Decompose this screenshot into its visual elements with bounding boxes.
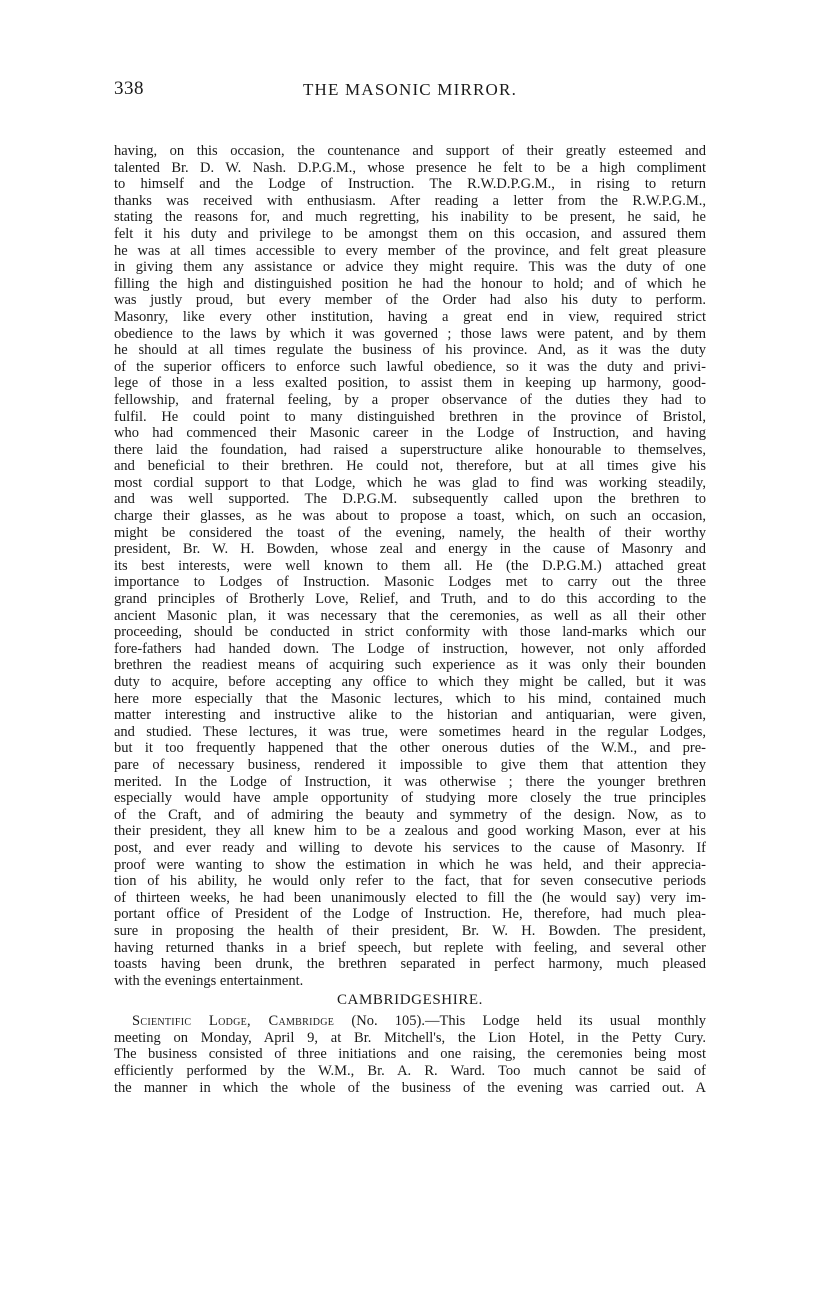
text-line: he should at all times regulate the business of his province. And, as it was the duty — [114, 342, 706, 359]
text-line: meeting on Monday, April 9, at Br. Mitchell's, the Lion Hotel, in the Petty Cury. — [114, 1029, 706, 1046]
text-line: duty to acquire, before accepting any office to which they might be called, but it was — [114, 674, 706, 690]
text-line: in giving them any assistance or advice they might require. This was the duty of one — [114, 259, 706, 276]
text-line: fulfil. He could point to many distinguished brethren in the province of Bristol, — [114, 408, 706, 425]
text-fragment: (No. 105).—This Lodge held its usual monthly — [351, 1013, 706, 1030]
text-line: post, and ever ready and willing to devote his services to the cause of Masonry. If — [114, 839, 706, 856]
text-line: most cordial support to that Lodge, which he was glad to find was working steadily, — [114, 474, 706, 491]
text-line: might be considered the toast of the evening, namely, the health of their worthy — [114, 524, 706, 541]
text-line: proof were wanting to show the estimation in which he was held, and their apprecia- — [114, 856, 706, 873]
running-title: THE MASONIC MIRROR. — [302, 80, 518, 99]
text-line: its best interests, were well known to them all. He (the D.P.G.M.) attached great — [114, 557, 706, 574]
text-line: fellowship, and fraternal feeling, by a proper observance of the duties they had to — [114, 391, 706, 408]
text-line: The business consisted of three initiations and one raising, the ceremonies being most — [114, 1046, 706, 1063]
page-header — [114, 78, 706, 108]
text-line: president, Br. W. H. Bowden, whose zeal and energy in the cause of Masonry and — [114, 541, 706, 558]
text-line: their president, they all knew him to be a zealous and good working Mason, ever at his — [114, 823, 706, 840]
text-line — [114, 1013, 706, 1030]
section-heading: CAMBRIDGESHIRE. — [336, 992, 484, 1009]
article-body — [114, 143, 706, 1096]
text-line: efficiently performed by the W.M., Br. A. R. Ward. Too much cannot be said of — [114, 1063, 706, 1080]
text-line: stating the reasons for, and much regretting, his inability to be present, he said, he — [114, 209, 706, 226]
text-line: merited. In the Lodge of Instruction, it was otherwise ; there the younger brethren — [114, 773, 706, 790]
section-paragraph — [114, 1013, 706, 1096]
text-line: to himself and the Lodge of Instruction. The R.W.D.P.G.M., in rising to return — [114, 176, 706, 193]
text-line: who had commenced their Masonic career in the Lodge of Instruction, and having — [114, 425, 706, 442]
text-line: there laid the foundation, had raised a superstructure alike honourable to themselves, — [114, 441, 706, 458]
text-line: brethren the readiest means of acquiring such experience as it was only their bounden — [114, 657, 706, 674]
article-paragraph — [114, 143, 706, 989]
text-line: having, on this occasion, the countenance and support of their greatly esteemed and — [114, 143, 706, 159]
text-line: obedience to the laws by which it was governed ; those laws were patent, and by them — [114, 325, 706, 342]
text-line: having returned thanks in a brief speech, but replete with feeling, and several other — [114, 939, 706, 956]
text-line: matter interesting and instructive alike to the historian and antiquarian, were given, — [114, 707, 706, 724]
text-line: tion of his ability, he would only refer to the fact, that for seven consecutive periods — [114, 873, 706, 890]
text-line: portant office of President of the Lodge of Instruction. He, therefore, had much plea- — [114, 906, 706, 923]
text-line: fore-fathers had handed down. The Lodge of instruction, however, not only afforded — [114, 640, 706, 657]
text-line: charge their glasses, as he was about to propose a toast, which, on such an occasion, — [114, 508, 706, 525]
text-line: proceeding, should be conducted in strict conformity with those land-marks which our — [114, 624, 706, 641]
text-line: filling the high and distinguished position he had the honour to hold; and of which he — [114, 275, 706, 292]
lodge-name: Scientific Lodge, Cambridge — [132, 1013, 335, 1030]
text-line: pare of necessary business, rendered it impossible to give them that attention they — [114, 756, 706, 773]
text-line: of the superior officers to enforce such lawful obedience, so it was the duty and privi- — [114, 358, 706, 375]
text-line: sure in proposing the health of their president, Br. W. H. Bowden. The president, — [114, 922, 706, 939]
text-line: with the evenings entertainment. — [114, 972, 304, 989]
text-line: but it too frequently happened that the other onerous duties of the W.M., and pre- — [114, 740, 706, 757]
text-line: felt it his duty and privilege to be amongst them on this occasion, and assured them — [114, 225, 706, 242]
text-line: toasts having been drunk, the brethren separated in perfect harmony, much pleased — [114, 956, 706, 973]
page-number: 338 — [114, 78, 144, 99]
text-line: grand principles of Brotherly Love, Relief, and Truth, and to do this according to the — [114, 591, 706, 608]
text-line: especially would have ample opportunity of studying more closely the true principles — [114, 790, 706, 807]
text-line: of thirteen weeks, he had been unanimously elected to fill the (he would say) very im- — [114, 889, 706, 906]
text-line: of the Craft, and of admiring the beauty and symmetry of the design. Now, as to — [114, 806, 706, 823]
text-line: talented Br. D. W. Nash. D.P.G.M., whose presence he felt to be a high compliment — [114, 159, 706, 176]
text-line: lege of those in a less exalted position, to assist them in keeping up harmony, good- — [114, 375, 706, 392]
text-line: ancient Masonic plan, it was necessary that the ceremonies, as well as all their other — [114, 607, 706, 624]
text-line: importance to Lodges of Instruction. Masonic Lodges met to carry out the three — [114, 574, 706, 591]
text-line: was justly proud, but every member of the Order had also his duty to perform. — [114, 292, 706, 309]
text-line: and studied. These lectures, it was true, were sometimes heard in the regular Lodges, — [114, 723, 706, 740]
text-line: and was well supported. The D.P.G.M. subsequently called upon the brethren to — [114, 491, 706, 508]
text-line: he was at all times accessible to every member of the province, and felt great pleasure — [114, 242, 706, 259]
text-line: and beneficial to their brethren. He could not, therefore, but at all times give his — [114, 458, 706, 475]
text-line: here more especially that the Masonic lectures, which to his mind, contained much — [114, 690, 706, 707]
text-line: Masonry, like every other institution, having a great end in view, required strict — [114, 308, 706, 325]
text-line: thanks was received with enthusiasm. After reading a letter from the R.W.P.G.M., — [114, 192, 706, 209]
text-line: the manner in which the whole of the business of the evening was carried out. A — [114, 1079, 706, 1096]
